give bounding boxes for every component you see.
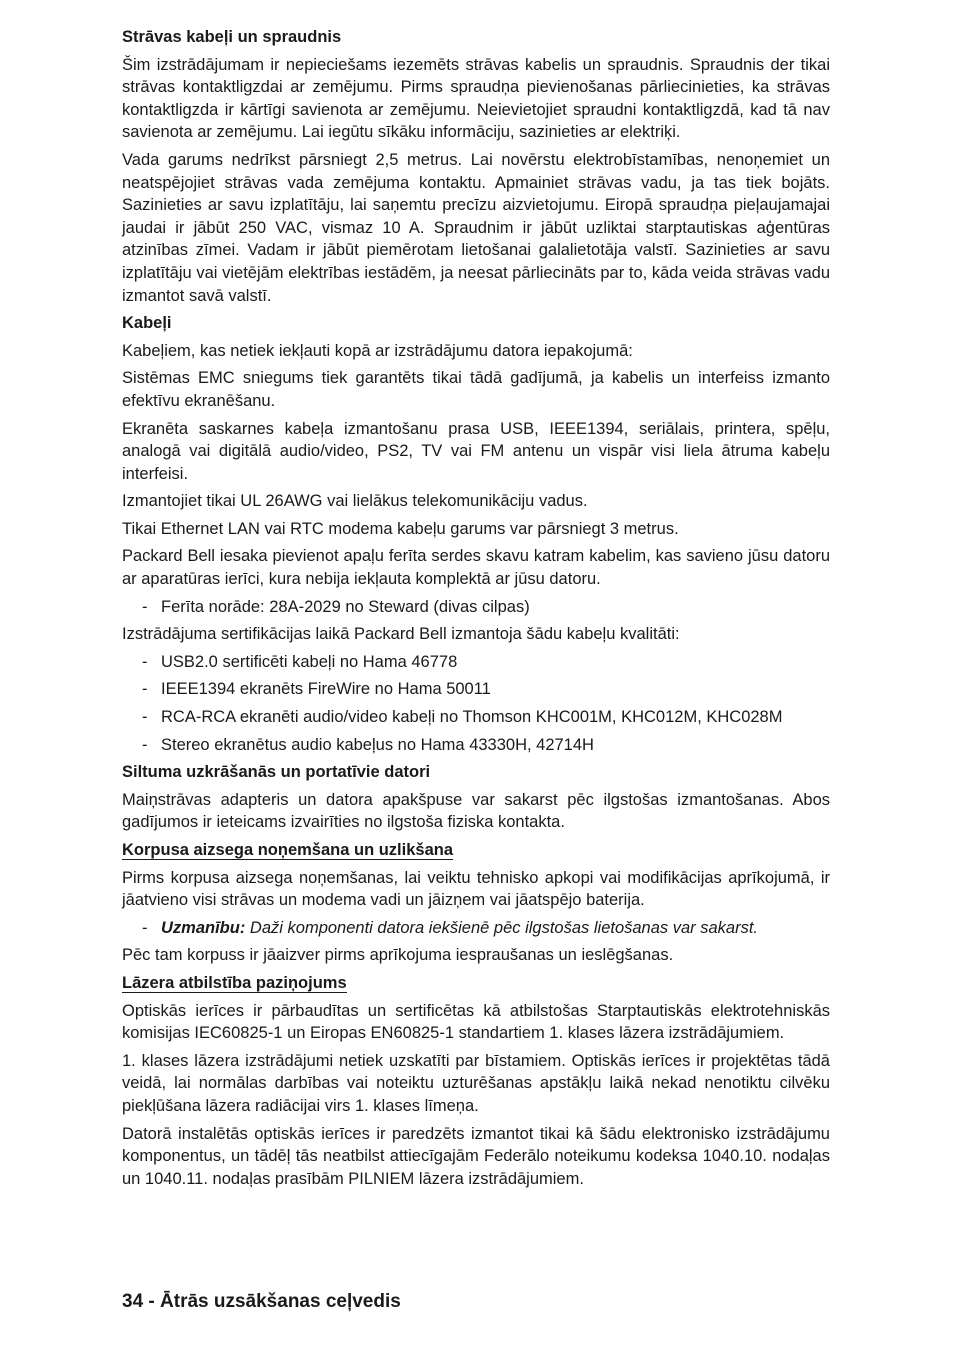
section-cables	[122, 312, 830, 756]
paragraph: Pēc tam korpuss ir jāaizver pirms aprīkojuma iespraušanas un ieslēgšanas.	[122, 946, 674, 965]
section-heading: Strāvas kabeļi un spraudnis	[122, 28, 342, 46]
list-item: - Stereo ekranētus audio kabeļus no Hama 43330H, 42714H	[122, 734, 830, 757]
document-page	[122, 26, 830, 1195]
paragraph: Kabeļiem, kas netiek iekļauti kopā ar izstrādājumu datora iepakojumā:	[122, 341, 633, 360]
paragraph: Sistēmas EMC sniegums tiek garantēts tikai tādā gadījumā, ja kabelis un interfeiss izmanto efektīvu ekranēšanu.	[122, 369, 830, 410]
section-heading: Siltuma uzkrāšanās un portatīvie datori	[122, 763, 431, 782]
section-heading-text: Lāzera atbilstība paziņojums	[122, 973, 347, 992]
paragraph: 1. klases lāzera izstrādājumi netiek uzskatīti par bīstamiem. Optiskās ierīces ir projektētas tādā veidā, lai normālas darbības vai noteiktu uzturēšanas apstākļu laikā nekad nenotiktu cilvēku piekļūšana lāzera radiācijai virs 1. klases līmeņa.	[122, 1051, 830, 1115]
paragraph: Optiskās ierīces ir pārbaudītas un sertificētas kā atbilstošas Starptautiskās elektrotehniskās komisijas IEC60825-1 un Eiropas EN60825-1 standartiem 1. klases lāzera izstrādājumiem.	[122, 1001, 830, 1043]
paragraph: Ekranēta saskarnes kabeļa izmantošanu prasa USB, IEEE1394, seriālais, printera, spēļu, analogā vai digitālā audio/video, PS2, TV vai FM antenu un vispār visi liela ātruma kabeļu interfeisi.	[122, 419, 830, 483]
list-item: - RCA-RCA ekranēti audio/video kabeļi no Thomson KHC001M, KHC012M, KHC028M	[122, 706, 830, 729]
caution-label: Uzmanību:	[161, 918, 246, 937]
paragraph: Tikai Ethernet LAN vai RTC modema kabeļu garums var pārsniegt 3 metrus.	[122, 519, 679, 538]
section-heading	[122, 972, 830, 995]
caution-list	[122, 917, 830, 940]
section-heat	[122, 761, 830, 834]
paragraph: Izmantojiet tikai UL 26AWG vai lielākus telekomunikāciju vadus.	[122, 492, 588, 511]
page-footer: 34 - Ātrās uzsākšanas ceļvedis	[122, 1291, 401, 1312]
section-heading: Kabeļi	[122, 314, 172, 333]
caution-text: Daži komponenti datora iekšienē pēc ilgstošas lietošanas var sakarst.	[245, 918, 759, 937]
section-power-cables	[122, 26, 830, 307]
paragraph: Izstrādājuma sertifikācijas laikā Packard Bell izmantoja šādu kabeļu kvalitāti:	[122, 625, 680, 644]
list-item: - Ferīta norāde: 28A-2029 no Steward (divas cilpas)	[122, 596, 830, 619]
section-heading	[122, 839, 830, 862]
section-case-cover	[122, 839, 830, 967]
cable-list	[122, 651, 830, 756]
ferrite-list	[122, 596, 830, 619]
list-item: - USB2.0 sertificēti kabeļi no Hama 46778	[122, 651, 830, 674]
paragraph: Vada garums nedrīkst pārsniegt 2,5 metrus. Lai novērstu elektrobīstamības, nenoņemiet un neatspējojiet strāvas vada zemējuma kontaktu. Apmainiet strāvas vadu, ja tas tiek bojāts. Sazinieties ar savu izplatītāju, lai saņemtu precīzu aizvietojumu. Eiropā spraudņa pieļaujamajai jaudai ir jābūt 250 VAC, vismaz 10 A. Spraudnim ir jābūt uzliktai starptautiskas aģentūras atzinības zīmei. Vadam ir jābūt piemērotam lietošanai galalietotāja valstī. Sazinieties ar savu izplatītāju vai vietējām elektrības iestādēm, ja neesat pārliecināts par to, kāda veida strāvas vadu izmantot savā valstī.	[122, 150, 830, 305]
section-laser	[122, 972, 830, 1190]
caution-note	[122, 917, 830, 940]
paragraph: Maiņstrāvas adapteris un datora apakšpuse var sakarst pēc ilgstošas izmantošanas. Abos gadījumos ir ieteicams izvairīties no ilgstoša fiziska kontakta.	[122, 790, 830, 832]
list-item: - IEEE1394 ekranēts FireWire no Hama 50011	[122, 678, 830, 701]
paragraph: Datorā instalētās optiskās ierīces ir paredzēts izmantot tikai kā šādu elektronisko izstrādājumu komponentus, un tādēļ tās neatbilst attiecīgajām Federālo noteikumu kodeksa 1040.10. nodaļas un 1040.11. nodaļas prasībām PILNIEM lāzera izstrādājumiem.	[122, 1124, 830, 1188]
section-heading-text: Korpusa aizsega noņemšana un uzlikšana	[122, 841, 454, 859]
paragraph: Šim izstrādājumam ir nepieciešams iezemēts strāvas kabelis un spraudnis. Spraudnis der tikai strāvas kontaktligzdai ar zemējumu. Pirms spraudņa pievienošanas pārliecinieties, ka strāvas kontaktligzda ir kārtīgi savienota ar zemējumu. Neievietojiet spraudni kontaktligzdā, kad tā nav savienota ar zemējumu. Lai iegūtu sīkāku informāciju, sazinieties ar elektriķi.	[122, 55, 830, 142]
paragraph: Pirms korpusa aizsega noņemšanas, lai veiktu tehnisko apkopi vai modifikācijas aprīkojumā, ir jāatvieno visi strāvas un modema vadi un jāizņem vai jāatspējo baterija.	[122, 868, 830, 910]
paragraph: Packard Bell iesaka pievienot apaļu ferīta serdes skavu katram kabelim, kas savieno jūsu datoru ar aparatūras ierīci, kura nebija iekļauta komplektā ar jūsu datoru.	[122, 547, 830, 589]
